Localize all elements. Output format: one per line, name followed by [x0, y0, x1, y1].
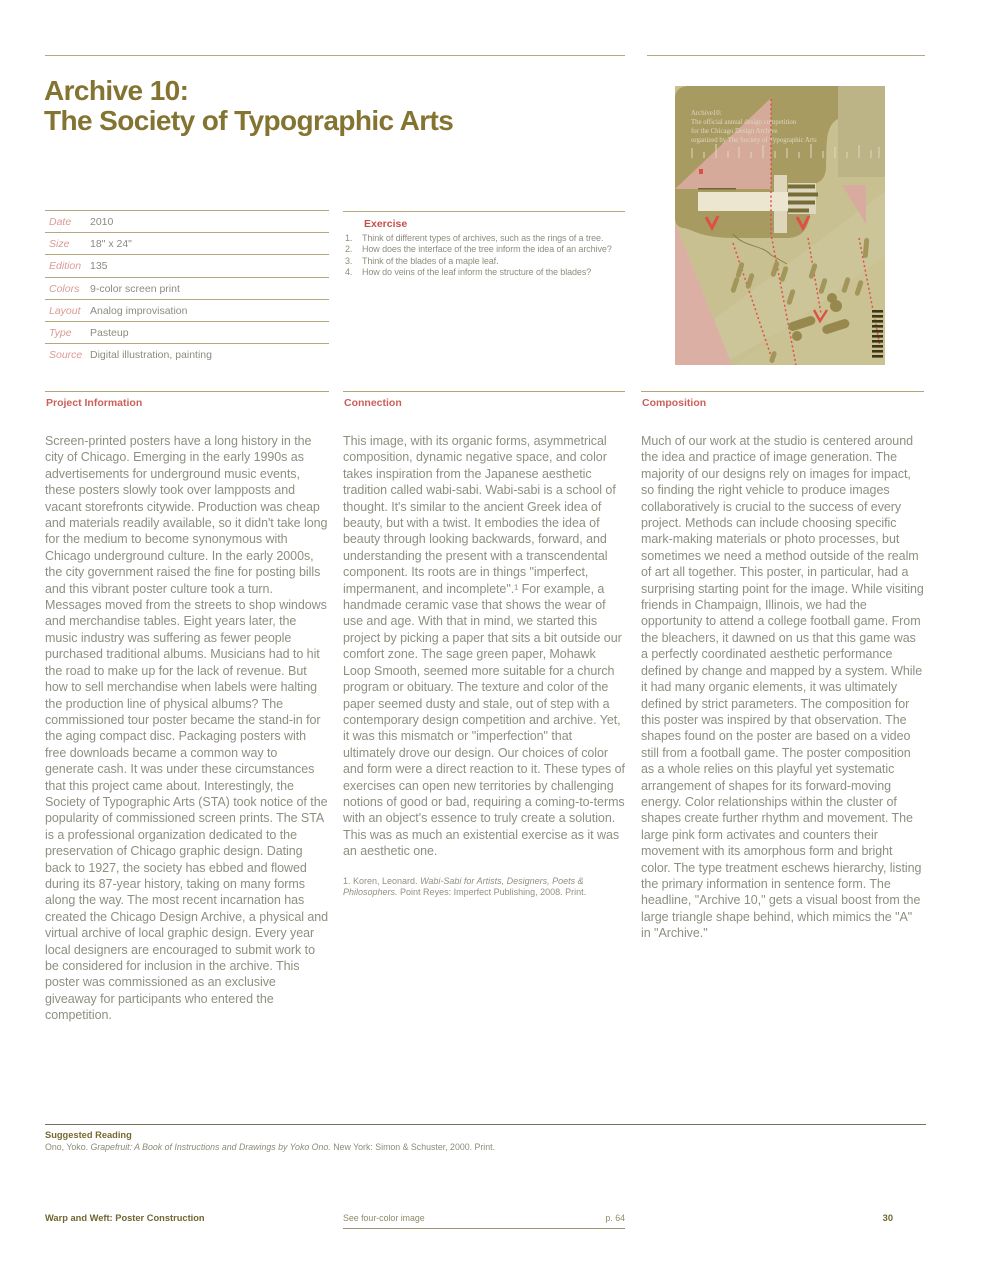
footer-page-reference: p. 64 [605, 1213, 625, 1223]
poster-right-strip [838, 86, 885, 177]
section-project-information [45, 391, 329, 1024]
section-body: This image, with its organic forms, asymmetrical composition, dynamic negative space, and color takes inspiration from the Japanese aesthetic tradition called wabi-sabi. Wabi-sabi is a school of thought. It's similar to the ancient Greek idea of beauty, but with a twist. It embodies the idea of beauty through looking backwards, forward, and understanding the present with a transcendental component. Its roots are in things "imperfect, impermanent, and incomplete".¹ For example, a handmade ceramic vase that shows the wear of use and age. With that in mind, we started this project by picking a paper that sits a bit outside our comfort zone. The sage green paper, Mohawk Loop Smooth, seemed more suitable for a church program or obituary. The texture and color of the paper seemed dusty and stale, out of step with a contemporary design competition and archive. Yet, it was this mismatch or "imperfection" that ultimately drove our design. Our choices of color and form were a direct reaction to it. These types of exercises can open new territories by challenging notions of good or bad, requiring a coming-to-terms with an object's essence to truly create a solution. This was as much an existential exercise as it was an aesthetic one. [343, 434, 625, 859]
citation-suffix: New York: Simon & Schuster, 2000. Print. [330, 1142, 496, 1152]
meta-label: Colors [49, 282, 80, 295]
meta-value: Analog improvisation [90, 304, 188, 317]
meta-label: Edition [49, 260, 82, 273]
exercise-item-text: How does the interface of the tree inform the idea of an archive? [362, 244, 612, 255]
section-heading: Connection [344, 397, 402, 409]
exercise-item-number: 1. [345, 233, 353, 243]
footer-cross-reference [343, 1213, 625, 1229]
poster-thumbnail [675, 86, 885, 365]
meta-label: Type [49, 326, 72, 339]
exercise-item [343, 256, 625, 267]
top-rule-left [45, 55, 625, 56]
meta-label: Date [49, 216, 72, 228]
poster-text-line3: for the Chicago Design Archive [691, 128, 778, 135]
footer-see-note: See four-color image [343, 1213, 425, 1223]
meta-row-layout [45, 299, 329, 321]
meta-row-date [45, 210, 329, 232]
meta-row-source [45, 343, 329, 365]
top-rule-right [647, 55, 925, 56]
poster-bar-tick [698, 188, 736, 190]
exercise-item [343, 267, 625, 278]
exercise-item-text: How do veins of the leaf inform the structure of the blades? [362, 266, 592, 277]
page-title-line1: Archive 10: [44, 75, 189, 106]
poster-text-line1: Archive10: [691, 110, 722, 117]
exercise-item-number: 4. [345, 266, 353, 277]
exercise-heading: Exercise [364, 218, 408, 230]
suggested-reading-citation [45, 1142, 926, 1152]
footnote [343, 876, 615, 899]
poster-text-line2: The official annual design competition [691, 119, 797, 126]
citation-title: Grapefruit: A Book of Instructions and Drawings by Yoko Ono. [90, 1142, 331, 1152]
section-composition [641, 391, 924, 942]
poster-cream-bar [698, 192, 788, 211]
meta-label: Layout [49, 304, 81, 317]
footnote-suffix: Point Reyes: Imperfect Publishing, 2008. Print. [397, 887, 587, 898]
exercise-block [343, 211, 625, 278]
page-number: 30 [882, 1213, 893, 1223]
meta-label: Size [49, 238, 70, 251]
footnote-prefix: 1. Koren, Leonard. [343, 875, 421, 886]
section-body: Much of our work at the studio is centered around the idea and practice of image generation. The majority of our designs rely on images for impact, so finding the right vehicle to produce images collaboratively is crucial to the success of every project. Methods can include choosing specific mark-making materials or photo processes, but sometimes we need a method outside of the realm of art all together. This poster, in particular, had a surprising starting point for the image. While visiting friends in Champaign, Illinois, we had the opportunity to attend a college football game. From the bleachers, it dawned on us that this game was a perfectly coordinated aesthetic performance defined by change and mapped by a system. While it had many organic elements, it was ultimately defined by strict parameters. The composition for this poster was inspired by that observation. The shapes found on the poster are based on a video still from a football game. The poster composition as a whole relies on this playful yet systematic arrangement of shapes for its forward-moving energy. Color relationships within the cluster of shapes create further rhythm and movement. The large pink form activates and counters their movement with its amorphous form and bright color. The type treatment eschews hierarchy, listing the primary information in sentence form. The headline, "Archive 10," gets a visual boost from the large triangle shape behind, which mimics the "A" in "Archive." [641, 434, 924, 941]
meta-row-type [45, 321, 329, 343]
meta-label: Source [49, 349, 83, 362]
exercise-item-text: Think of the blades of a maple leaf. [362, 255, 499, 266]
poster-red-dot [699, 169, 703, 174]
meta-value: Pasteup [90, 326, 129, 339]
section-connection [343, 391, 625, 899]
meta-value: 18" x 24" [90, 238, 132, 251]
meta-value: 2010 [90, 216, 114, 228]
suggested-reading-heading: Suggested Reading [45, 1130, 132, 1140]
footnote-title: Wabi-Sabi for Artists, Designers, Poets & Philosophers. [343, 875, 584, 898]
section-heading: Project Information [46, 397, 143, 409]
exercise-item-number: 3. [345, 255, 353, 266]
exercise-item-text: Think of different types of archives, such as the rings of a tree. [362, 233, 604, 243]
exercise-item [343, 233, 625, 244]
section-heading: Composition [642, 397, 707, 409]
meta-row-edition [45, 254, 329, 276]
meta-table [45, 210, 329, 365]
citation-prefix: Ono, Yoko. [45, 1142, 91, 1152]
exercise-item [343, 244, 625, 255]
meta-value: 135 [90, 260, 108, 273]
meta-row-colors [45, 277, 329, 299]
meta-row-size [45, 232, 329, 254]
meta-value: 9-color screen print [90, 282, 180, 295]
suggested-reading-block [45, 1124, 926, 1152]
section-body: Screen-printed posters have a long history in the city of Chicago. Emerging in the early 1990s as advertisements for underground music events, these posters slowly took over lampposts and vacant storefronts citywide. Production was cheap and materials readily available, so it didn't take long for the medium to become synonymous with Chicago underground culture. In the early 2000s, the city government raised the fine for posting bills and this vibrant poster culture took a turn. Messages moved from the streets to shop windows and merchandise tables. Eight years later, the music industry was suffering as fewer people purchased traditional albums. Musicians had to hit the road to make up for the lack of revenue. But how to sell merchandise when labels were halting the production line of physical albums? The commissioned tour poster became the stand-in for the aging compact disc. Packaging posters with free downloads became a common way to generate cash. It was under these circumstances that this project came about. Interestingly, the Society of Typographic Arts (STA) took notice of the popularity of commissioned screen prints. The STA is a professional organization dedicated to the preservation of Chicago graphic design. Dating back to 1927, the society has ebbed and flowed during its 87-year history, taking on many forms along the way. The most recent incarnation has created the Chicago Design Archive, a physical and virtual archive of local graphic design. Every year local designers are encouraged to submit work to be considered for inclusion in the archive. This poster was commissioned as an exclusive giveaway for participants who entered the competition. [45, 434, 329, 1023]
page-title [44, 76, 453, 136]
poster-text-line4: organized by The Society of Typographic Arts [691, 137, 817, 144]
exercise-item-number: 2. [345, 244, 353, 255]
footer-book-title: Warp and Weft: Poster Construction [45, 1213, 205, 1223]
page-title-line2: The Society of Typographic Arts [44, 105, 454, 136]
meta-value: Digital illustration, painting [90, 349, 212, 362]
